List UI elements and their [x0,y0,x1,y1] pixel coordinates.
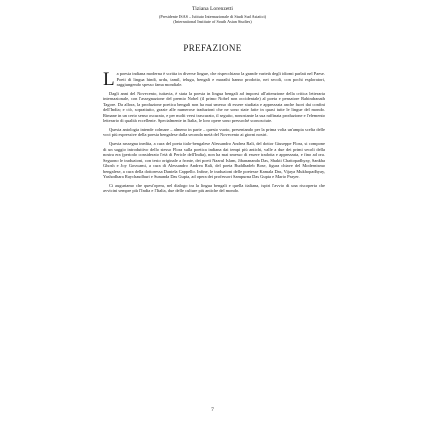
page-number: 7 [211,407,214,413]
author-name: Tiziana Lorenzetti [192,6,233,12]
paragraph [103,71,325,88]
drop-cap: L [103,69,115,90]
paragraph: Questa antologia intende colmare – almeno in parte – questo vuoto, presentando per la prima volta un'ampia scelta delle voci più espressive della poesia bengalese dalla seconda metà del Novecento ai giorni nostri. [103,126,325,138]
paragraph: Ci auguriamo che quest'opera, nel dialogo tra la lingua bengali e quella italiana, ispiri l'avvio di una riscoperta che avvicini sempre più l'India e l'Italia, due delle culture più antiche del mondo. [103,182,325,194]
paragraph: Questa rassegna inedita, a cura del poeta italo-bengalese Alessandro Andrea Rali, del dottor Giuseppe Flora, si compone di un saggio introduttivo dello stesso Flora sulla poetica indiana dai tempi più antichi, valle a due dei primi secoli della nostra era (periodo considerato l'età di Pericle dell'India), non ha mai smesso di essere tradotta e apprezzata, e fino ad ora. Seguono le traduzioni, con testo originale a fronte, dei poeti Nazrul Islam, Jibanananda Das, Shakti Chattopadhyay, Sankha Ghosh e Joy Goswami, a cura di Alessandro Andrea Rali, del poeta Buddhadeb Bose, figura chiave del Modernismo bengalese, a cura della dottoressa Daniela Cappello. Infine, le traduzioni delle poetesse Kamala Das, Vijaya Mukhopadhyay, Yashodhara Raychaudhuri e Sunanda Das Gupta, ad opera dei professori Sampurna Das Gupta e Mario Prayer. [103,141,325,180]
author-affiliation-english: (International Institute of South Asian Studies) [173,19,252,24]
body-text [103,71,325,197]
section-title: PREFAZIONE [183,43,242,53]
author-affiliation: (Presidente ISAS – Istituto Internazionale di Studi Sud Asiatici) [159,14,266,19]
paragraph-text: a poesia indiana moderna è scritta in diverse lingue, che rispecchiano la grande varietà degli idiomi parlati nel Paese. Poeti di lingua hindi, urdu, tamil, telugu, bengali e marathi hanno prodotto, nei secoli, con pochi esploratori, raggiungendo spesso fama mondiale. [116,71,325,88]
paragraph: Dagli anni del Novecento, tuttavia, è stata la poesia in lingua bengali ad imporsi all'attenzione della critica letteraria internazionale, con l'assegnazione del premio Nobel (il primo Nobel non occidentale) al poeta e pensatore Rabindranath Tagore. Da allora, la produzione poetica bengali non ha mai smesso di essere studiata e apprezzata anche fuori dai confini dell'India; e ciò, soprattutto, grazie alle numerose traduzioni che ne sono state fatte in quasi tutte le lingue del mondo. Rimane in un certo senso oscurato, e per molti versi trascurato, il seguito, nonostante la sua raffinata produzione e l'elemento letterario di qualità eccellente. Specialmente in Italia, le loro opere sono pressoché sconosciute. [103,90,325,124]
